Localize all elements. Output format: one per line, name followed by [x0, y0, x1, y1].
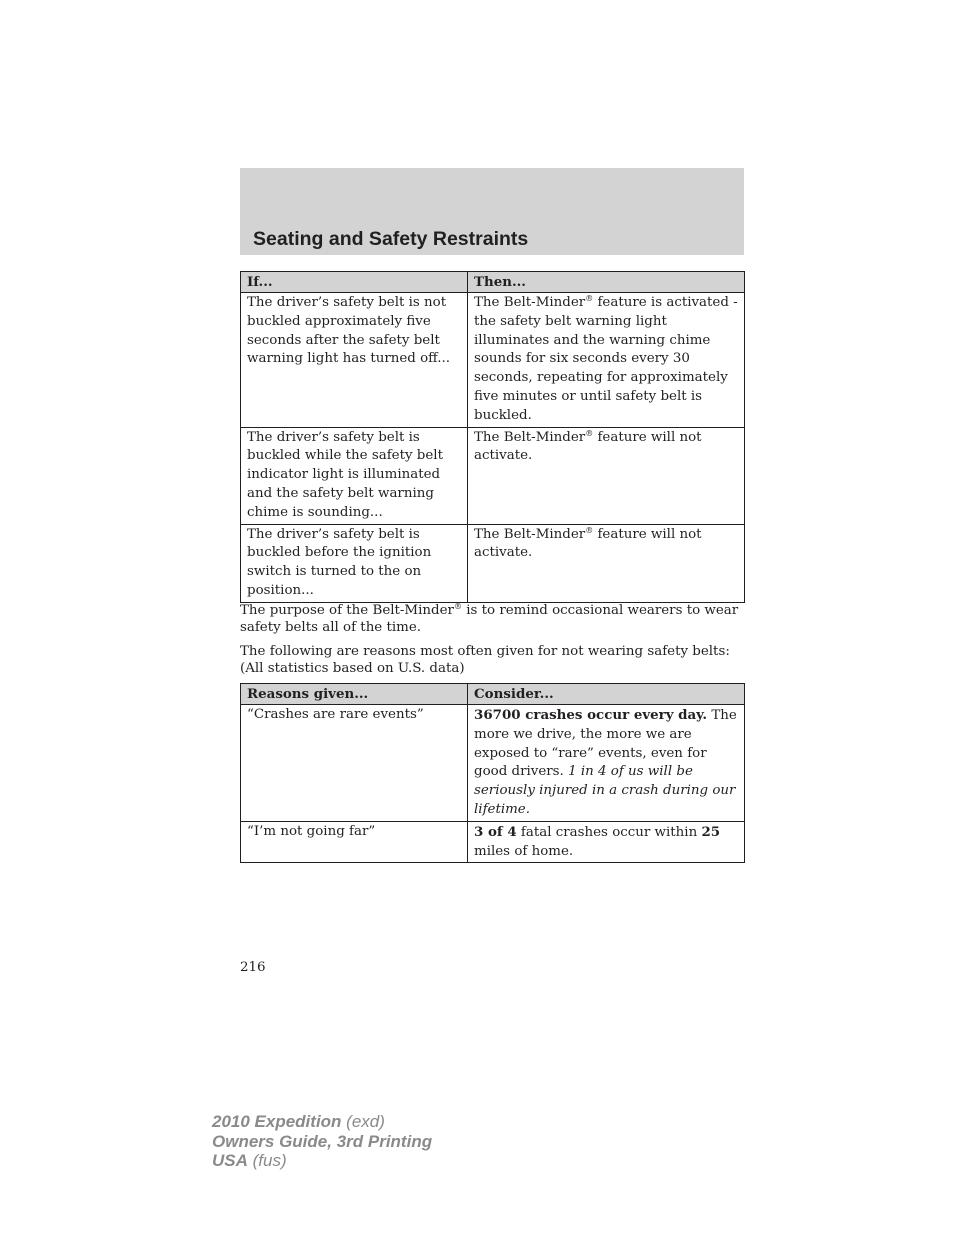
- reason-cell: “Crashes are rare events”: [241, 705, 468, 822]
- reasons-table: [240, 683, 745, 863]
- result-text: The Belt-Minder: [474, 295, 586, 310]
- footer-line: [212, 1132, 432, 1152]
- reason-cell: “I’m not going far”: [241, 821, 468, 863]
- document-footer: [212, 1112, 432, 1171]
- reasons-intro-paragraph: The following are reasons most often given for not wearing safety belts: (All statistics based on U.S. data): [240, 644, 730, 676]
- result-text: feature will not activate.: [474, 526, 702, 561]
- condition-cell: The driver’s safety belt is not buckled approximately five seconds after the safety belt warning light has turned off...: [241, 293, 468, 428]
- result-text: The Belt-Minder: [474, 526, 586, 542]
- registered-mark: ®: [585, 294, 594, 303]
- footer-market-code: (fus): [247, 1151, 287, 1170]
- consider-cell: [468, 705, 745, 822]
- column-header-reasons: Reasons given...: [241, 684, 468, 705]
- consider-text: The more we drive, the more we are exposed to “rare” events, even for good drivers.: [474, 708, 737, 780]
- section-title: Seating and Safety Restraints: [253, 228, 529, 250]
- condition-cell: The driver’s safety belt is buckled while the safety belt indicator light is illuminated and the safety belt warning chime is sounding...: [241, 427, 468, 524]
- footer-line: [212, 1151, 432, 1171]
- table-row: [241, 427, 745, 524]
- column-header-then: Then...: [468, 272, 745, 293]
- statistic-bold: 36700 crashes occur every day.: [474, 707, 708, 723]
- consider-text: miles of home.: [474, 843, 574, 859]
- result-cell: [468, 293, 745, 428]
- result-text: feature will not activate.: [474, 429, 702, 464]
- statistic-bold: 25: [701, 823, 721, 840]
- footer-model: 2010 Expedition: [212, 1112, 342, 1131]
- statistic-bold: 3 of 4: [474, 823, 517, 840]
- table-row: [241, 821, 745, 863]
- table-row: [241, 524, 745, 602]
- table-header-row: [241, 272, 745, 293]
- column-header-if: If...: [241, 272, 468, 293]
- table-row: [241, 705, 745, 822]
- footer-market: USA: [212, 1151, 248, 1170]
- section-header-band: [240, 168, 744, 255]
- footer-printing: Owners Guide, 3rd Printing: [212, 1131, 433, 1151]
- footer-line: [212, 1112, 432, 1132]
- registered-mark: ®: [585, 525, 594, 535]
- paragraph-text: is to remind occasional wearers to wear safety belts all of the time.: [240, 603, 739, 635]
- belt-minder-table: [240, 271, 745, 603]
- column-header-consider: Consider...: [468, 684, 745, 705]
- consider-cell: [468, 821, 745, 863]
- result-text: The Belt-Minder: [474, 429, 586, 445]
- consider-italic: 1 in 4 of us will be seriously injured in a crash during our lifetime.: [474, 764, 736, 817]
- consider-text: fatal crashes occur within: [516, 824, 702, 840]
- result-cell: [468, 427, 745, 524]
- condition-cell: The driver’s safety belt is buckled before the ignition switch is turned to the on position...: [241, 524, 468, 602]
- result-cell: [468, 524, 745, 602]
- footer-model-code: (exd): [341, 1112, 385, 1131]
- table-row: [241, 293, 745, 428]
- registered-mark: ®: [453, 602, 462, 611]
- table-header-row: [241, 684, 745, 705]
- purpose-paragraph: [240, 602, 750, 636]
- paragraph-text: The purpose of the Belt-Minder: [240, 603, 454, 618]
- page-number: 216: [240, 960, 266, 975]
- registered-mark: ®: [585, 428, 594, 438]
- result-text: feature is activated - the safety belt warning light illuminates and the warning chime sounds for six seconds every 30 seconds, repeating for approximately five minutes or until safety belt is buckled.: [474, 295, 738, 423]
